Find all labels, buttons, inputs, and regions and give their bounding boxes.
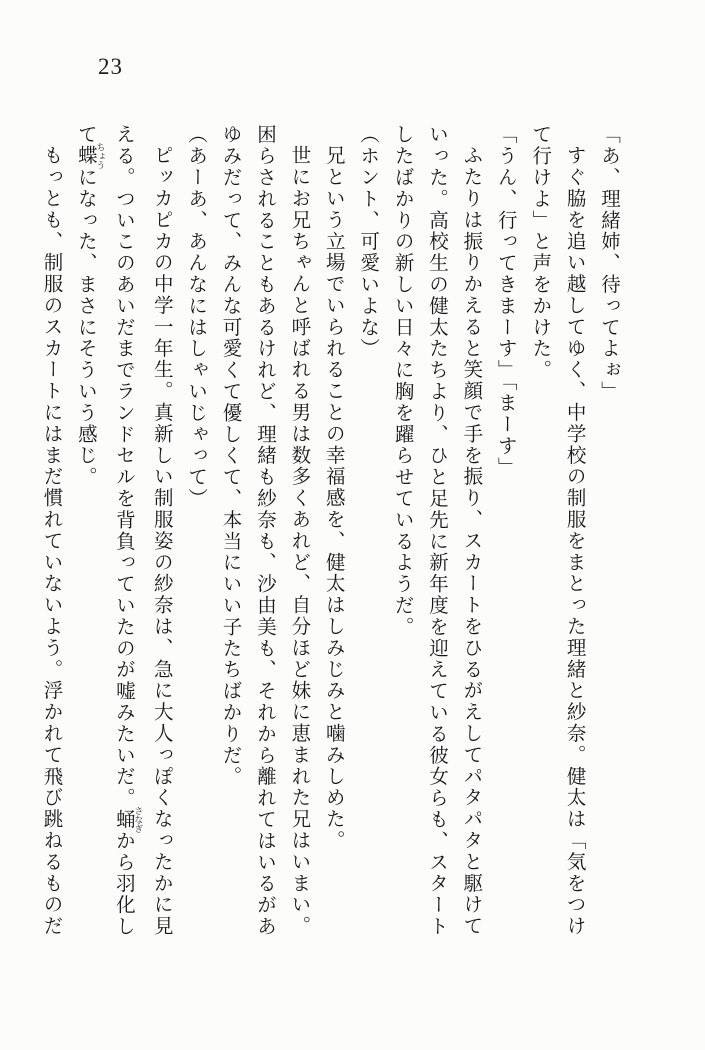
furigana-text: ちょう <box>95 142 106 170</box>
text-line: 「うん、行ってきまーす」「まーす」 <box>494 124 516 479</box>
text-line: ふたりは振りかえると笑顔で手を振り、スカートをひるがえしてパタパタと駆けて <box>460 145 482 938</box>
text-line: ゆみだって、みんな可愛くて優しくて、本当にいい子たちばかりだ。 <box>219 124 241 788</box>
text-line: （あーあ、あんなにはしゃいじゃって） <box>185 124 207 510</box>
furigana-ruby: 蛹 さなぎ <box>112 806 144 834</box>
text-line: 世にお兄ちゃんと呼ばれる男は数多くあれど、自分ほど妹に恵まれた兄はいまい。 <box>288 145 310 938</box>
text-line: （ホント、可愛いよな） <box>357 124 379 360</box>
text-line: て蝶 ちょうになった、まさにそういう感じ。 <box>74 124 106 488</box>
text-line: いった。高校生の健太たちより、ひと足先に新年度を迎えている彼女らも、スタート <box>425 124 447 938</box>
text-line: える。ついこのあいだまでランドセルを背負っていたのが嘘みたいだ。蛹 さなぎから羽化し <box>112 124 144 938</box>
text-line: 「あ、理緒姉、待ってよぉ」 <box>598 124 619 403</box>
furigana-text: さなぎ <box>133 806 144 834</box>
furigana-ruby: 蝶 ちょう <box>74 142 106 170</box>
page-number: 23 <box>98 54 123 79</box>
text-block <box>33 124 625 946</box>
text-line: もっとも、制服のスカートにはまだ慣れていないよう。浮かれて飛び跳ねるものだ <box>40 145 62 938</box>
text-line: 困らされることもあるけれど、理緒も紗奈も、沙由美も、それから離れてはいるがあ <box>253 124 275 938</box>
text-line: したばかりの新しい日々に胸を躍らせているようだ。 <box>391 124 413 638</box>
text-line: すぐ脇を追い越してゆく、中学校の制服をまとった理緒と紗奈。健太は「気をつけ <box>563 145 585 938</box>
text-line: て行けよ」と声をかけた。 <box>529 124 551 381</box>
text-line: ピッカピカの中学一年生。真新しい制服姿の紗奈は、急に大人っぽくなったかに見 <box>150 145 172 938</box>
text-line: 兄という立場でいられることの幸福感を、健太はしみじみと噛みしめた。 <box>322 145 344 852</box>
